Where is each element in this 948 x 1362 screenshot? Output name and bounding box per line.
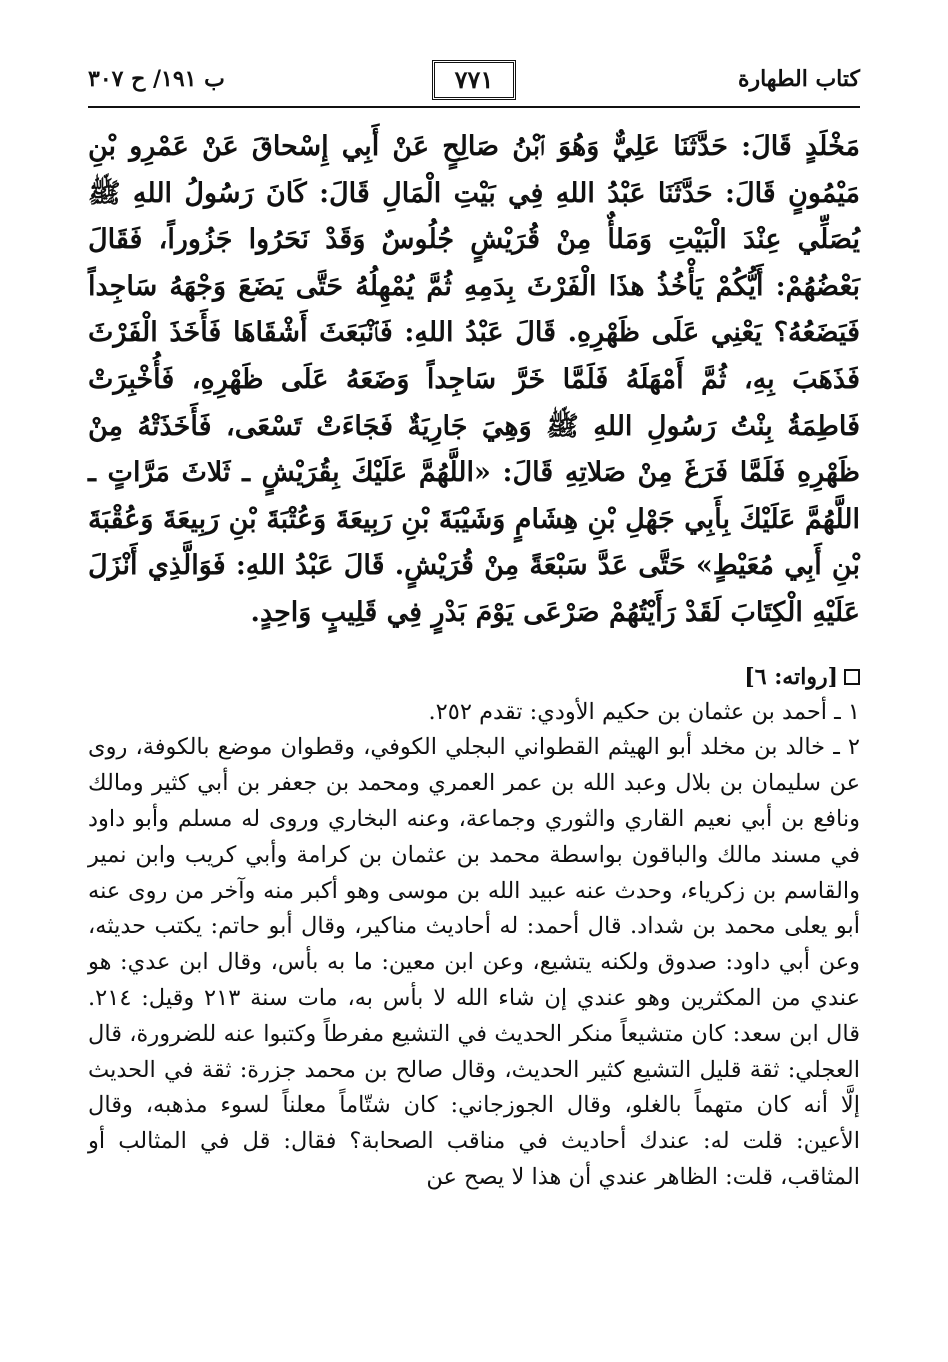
square-bullet-icon xyxy=(844,669,860,685)
narrator-list xyxy=(88,695,860,1196)
page-number: ٧٧١ xyxy=(432,60,516,100)
hadith-text: مَخْلَدٍ قَالَ: حَدَّثَنَا عَلِيٌّ وَهُوَ ٱبْنُ صَالِحٍ عَنْ أَبِي إِسْحاقَ عَنْ عَمْرِو بْنِ مَيْمُونٍ قَالَ: حَدَّثَنَا عَبْدُ اللهِ فِي بَيْتِ الْمَالِ قَالَ: كَانَ رَسُولُ اللهِ ﷺ يُصَلِّي عِنْدَ الْبَيْتِ وَمَلأٌ مِنْ قُرَيْشٍ جُلُوسٌ وَقَدْ نَحَرُوا جَزُوراً، فَقَالَ بَعْضُهُمْ: أَيُّكُمْ يَأْخُذُ هذَا الْفَرْثَ بِدَمِهِ ثُمَّ يُمْهِلُهُ حَتَّى يَضَعَ وَجْهَهُ سَاجِداً فَيَضَعُهُ؟ يَعْنِي عَلَى ظَهْرِهِ. قَالَ عَبْدُ اللهِ: فَٱنْبَعَثَ أَشْقَاهَا فَأَخَذَ الْفَرْثَ فَذَهَبَ بِهِ، ثُمَّ أَمْهَلَهُ فَلَمَّا خَرَّ سَاجِداً وَضَعَهُ عَلَى ظَهْرِهِ، فَأُخْبِرَتْ فَاطِمَةُ بِنْتُ رَسُولِ اللهِ ﷺ وَهِيَ جَارِيَةٌ فَجَاءَتْ تَسْعَى، فَأَخَذَتْهُ مِنْ ظَهْرِهِ فَلَمَّا فَرَغَ مِنْ صَلاتِهِ قَالَ: «اللَّهُمَّ عَلَيْكَ بِقُرَيْشٍ ـ ثَلاثَ مَرَّاتٍ ـ اللَّهُمَّ عَلَيْكَ بِأَبِي جَهْلِ بْنِ هِشَامٍ وَشَيْبَةَ بْنِ رَبِيعَةَ وَعُتْبَةَ بْنِ رَبِيعَةَ وَعُقْبَةَ بْنِ أَبِي مُعَيْطٍ» حَتَّى عَدَّ سَبْعَةً مِنْ قُرَيْشٍ. قَالَ عَبْدُ اللهِ: فَوَالَّذِي أَنْزَلَ عَلَيْهِ الْكِتَابَ لَقَدْ رَأَيْتُهُمْ صَرْعَى يَوْمَ بَدْرٍ فِي قَلِيبٍ وَاحِدٍ. xyxy=(88,131,860,628)
book-title: كتاب الطهارة xyxy=(737,66,860,92)
section-title: [رواته: ٦] xyxy=(744,663,838,690)
narrators-section-heading xyxy=(88,659,860,695)
narrator-entry-1: ١ ـ أحمد بن عثمان بن حكيم الأودي: تقدم ٢٥٢. xyxy=(428,698,860,725)
narrator-entry-2: ٢ ـ خالد بن مخلد أبو الهيثم القطواني البجلي الكوفي، وقطوان موضع بالكوفة، روى عن سليمان بن بلال وعبد الله بن عمر العمري ومحمد بن جعفر بن أبي كثير ومالك ونافع بن أبي نعيم القاري والثوري وجماعة، وعنه البخاري وروى له مسلم وأبو داود في مسند مالك والباقون بواسطة محمد بن عثمان بن كرامة وأبي كريب وابن نمير والقاسم بن زكرياء، وحدث عنه عبيد الله بن موسى وهو أكبر منه وآخر من روى عنه أبو يعلى محمد بن شداد. قال أحمد: له أحاديث مناكير، وقال أبو حاتم: يكتب حديثه، وعن أبي داود: صدوق ولكنه يتشيع، وعن ابن معين: ما به بأس، وقال ابن عدي: هو عندي من المكثرين وهو عندي إن شاء الله لا بأس به، مات سنة ٢١٣ وقيل: ٢١٤. قال ابن سعد: كان متشيعاً منكر الحديث في التشيع مفرطاً وكتبوا عنه للضرورة، قال العجلي: ثقة قليل التشيع كثير الحديث، وقال صالح بن محمد جزرة: ثقة في الحديث إلَّا أنه كان متهماً بالغلو، وقال الجوزجاني: كان شتّاماً معلناً لسوء مذهبه، وقال الأعين: قلت له: عندك أحاديث في مناقب الصحابة؟ فقال: قل في المثالب أو المثاقب، قلت: الظاهر عندي أن هذا لا يصح عن xyxy=(88,734,861,1190)
chapter-reference: ب ١٩١/ ح ٣٠٧ xyxy=(88,66,225,92)
hadith-body xyxy=(88,124,860,637)
page-header xyxy=(88,60,860,108)
book-page xyxy=(88,60,860,1340)
